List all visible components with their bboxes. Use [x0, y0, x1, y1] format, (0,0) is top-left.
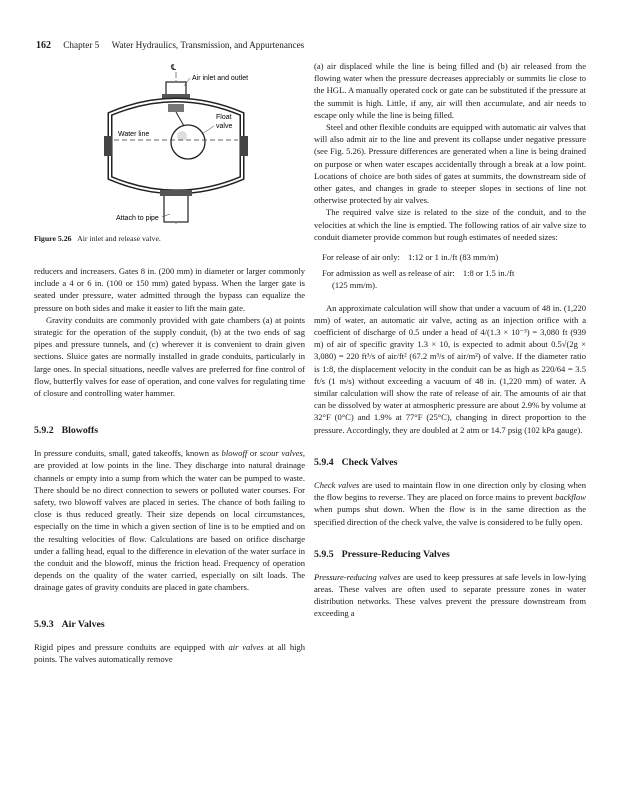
paragraph-gates: reducers and increasers. Gates 8 in. (200 mm) in diameter or larger commonly include a 4 or 6 in. (100 or 150 mm) gated bypass. When the larger gate is seated under pressure, water admitted through the bypass can equalize the pressure on both sides and make it easier to lift the main gate.: [34, 266, 305, 313]
paragraph-vacuum-calc: An approximate calculation will show that under a vacuum of 48 in. (1,220 mm) of water, an automatic air valve, acting as an injection orifice with a coefficient of discharge of 0.5 under a head of 4/(1.3 × 10⁻³) = 3,080 ft (939 m) of air of specific gravity 1.3 × 10, is expected to admit about 0.5√(2g × 3,080) = 220 ft³/s of air/ft² (67.2 m³/s of air/m²) of valve. If the diameter ratio is 1:8, the displacement velocity in the conduit can be as high as 220/64 = 3.5 ft/s (1 m/s) without exceeding a vacuum of 48 in. (1,220 mm) of water. A similar calculation will show the rate of release of air. The amounts of air that can be dissolved by water at atmospheric pressure are about 2.9% by volume at 32°F (0°C) and 1.9% at 77°F (25°C), changing in direct proportion to the pressure. Accordingly, they are doubled at 2 atm or 14.7 psig (102 kPa gauge).: [314, 302, 586, 435]
term-pressure-reducing: Pressure-reducing valves: [314, 571, 401, 582]
term-air-valves: air valves: [228, 641, 264, 652]
text-run: when pumps shut down. When the flow is in the same direction as the specified direction of the check valve, the valve is considered to be fully open.: [314, 504, 586, 527]
ratio-value-cont: (125 mm/m).: [332, 280, 378, 291]
heading-number: 5.9.4: [314, 456, 334, 468]
heading-pressure-reducing: [314, 548, 586, 561]
term-check-valves: Check valves: [314, 479, 360, 490]
heading-title: Pressure-Reducing Valves: [341, 548, 450, 560]
heading-number: 5.9.2: [34, 425, 54, 437]
page-number: 162: [36, 40, 51, 51]
paragraph-steel-conduits: Steel and other flexible conduits are equipped with automatic air valves that will also admit air to the line and prevent its collapse under negative pressure (see Fig. 5.26). Pressure differences are generated when a line is being drained on purpose or when water escapes accidentally through a break at a low point. Locations of choice are both sides of gates at summits, the downstream side of other gates, and changes in grade to steeper slopes in sections of line not otherwise protected by air valves.: [314, 122, 586, 206]
float-ball: [171, 125, 205, 159]
ratio-admission-release: [322, 267, 586, 291]
ratio-label: For admission as well as release of air:: [322, 268, 455, 279]
text-run: , are provided at low points in the line. They discharge into natural drainage channels or empty into a sump from which the water can be pumped to waste. There should be no direct connection to sewers or polluted water courses. For safety, two blowoff valves are placed in series. The chance of both failing to close is thus reduced greatly. Their size depends on local circumstances, especially on the time in which a given section of line is to be emptied and on the resulting velocities of flow. Calculations are based on orifice discharge under a falling head, equal to the difference in elevation of the water surface in the conduit and the blowoff, minus the friction head. Frequency of operation depends on the quality of the water carried, especially on silt loads. The drainage gates of gravity conduits are placed in gate chambers.: [34, 448, 305, 593]
figure-air-valve: [34, 56, 305, 232]
ratio-label: For release of air only:: [322, 252, 400, 263]
heading-blowoffs: [34, 424, 305, 437]
paragraph-check-valves: [314, 479, 586, 528]
text-run: Rigid pipes and pressure conduits are equipped with: [34, 641, 229, 652]
bottom-flange: [160, 190, 192, 196]
heading-number: 5.9.3: [34, 618, 54, 630]
label-float-2: valve: [216, 123, 233, 130]
figure-caption-number: Figure 5.26: [34, 234, 72, 243]
valve-seat: [168, 104, 184, 112]
float-highlight: [177, 131, 187, 141]
air-valve-diagram: [34, 56, 305, 232]
paragraph-air-displaced: (a) air displaced while the line is being filled and (b) air released from the flowing water when the pressure decreases appreciably or summits lie close to the HGL. A manually operated cock or gate can be substituted if the pressure at the summit is high. Little, if any, air will then accumulate, and air needs to escape only while the line is being filled.: [314, 61, 586, 120]
ratio-release-only: [322, 251, 586, 263]
heading-air-valves: [34, 618, 305, 631]
paragraph-blowoffs: [34, 447, 305, 593]
paragraph-pressure-reducing: [314, 571, 586, 620]
paragraph-gravity-conduits: Gravity conduits are commonly provided with gate chambers (a) at points strategic for the operation of the supply conduit, (b) at the two ends of sag pipes and pressure tunnels, and (c) wherever it is convenient to drain given sections. Sluice gates are normally installed in grade conduits, particularly in large ones. In special situations, needle valves are preferred for fine control of flow, butterfly valves for ease of operation, and cone valves for regulating time of closure and controlling water hammer.: [34, 314, 305, 399]
left-column: [34, 265, 305, 665]
heading-title: Check Valves: [341, 456, 398, 468]
paragraph-air-valves: [34, 641, 305, 665]
text-run: at all high points. The valves automatically remove: [34, 641, 306, 664]
running-header: [36, 40, 304, 51]
ratio-value: 1:12 or 1 in./ft (83 mm/m): [408, 252, 499, 263]
paragraph-valve-size: The required valve size is related to the size of the conduit, and to the velocities at which the line is emptied. The following ratios of air valve size to conduit diameter provide common but rough estimates of needed sizes:: [314, 207, 586, 242]
text-run: are used to keep pressures at safe levels in low-lying areas. These valves are often used to separate pressure zones in water distribution networks. These valves prevent the pressure downstream from exceeding a: [314, 571, 586, 619]
heading-title: Blowoffs: [61, 425, 99, 437]
text-run: are used to maintain flow in one direction only by closing when the flow begins to reverse. They are placed on force mains to prevent: [314, 479, 586, 503]
label-attach-pipe: Attach to pipe: [116, 215, 159, 222]
chapter-label: Chapter 5: [63, 40, 100, 50]
figure-caption-text: Air inlet and release valve.: [77, 234, 161, 243]
heading-number: 5.9.5: [314, 548, 334, 560]
heading-check-valves: [314, 456, 586, 469]
left-flange: [104, 136, 112, 156]
right-column: [314, 60, 586, 620]
chapter-title: Water Hydraulics, Transmission, and Appurtenances: [111, 40, 305, 50]
figure-caption: [34, 234, 161, 243]
label-water-line: Water line: [118, 131, 150, 138]
ratio-value: 1:8 or 1.5 in./ft: [462, 268, 515, 279]
text-run: or: [247, 448, 260, 459]
term-blowoff: blowoff: [221, 448, 248, 459]
text-run: In pressure conduits, small, gated takeoffs, known as: [34, 448, 222, 459]
right-flange: [240, 136, 248, 156]
centerline-symbol: ℄: [171, 63, 177, 72]
label-air-inlet: Air inlet and outlet: [192, 75, 249, 82]
term-backflow: backflow: [555, 492, 586, 503]
heading-title: Air Valves: [61, 618, 105, 630]
label-float-1: Float: [216, 114, 232, 121]
term-scour-valves: scour valves: [259, 448, 303, 459]
